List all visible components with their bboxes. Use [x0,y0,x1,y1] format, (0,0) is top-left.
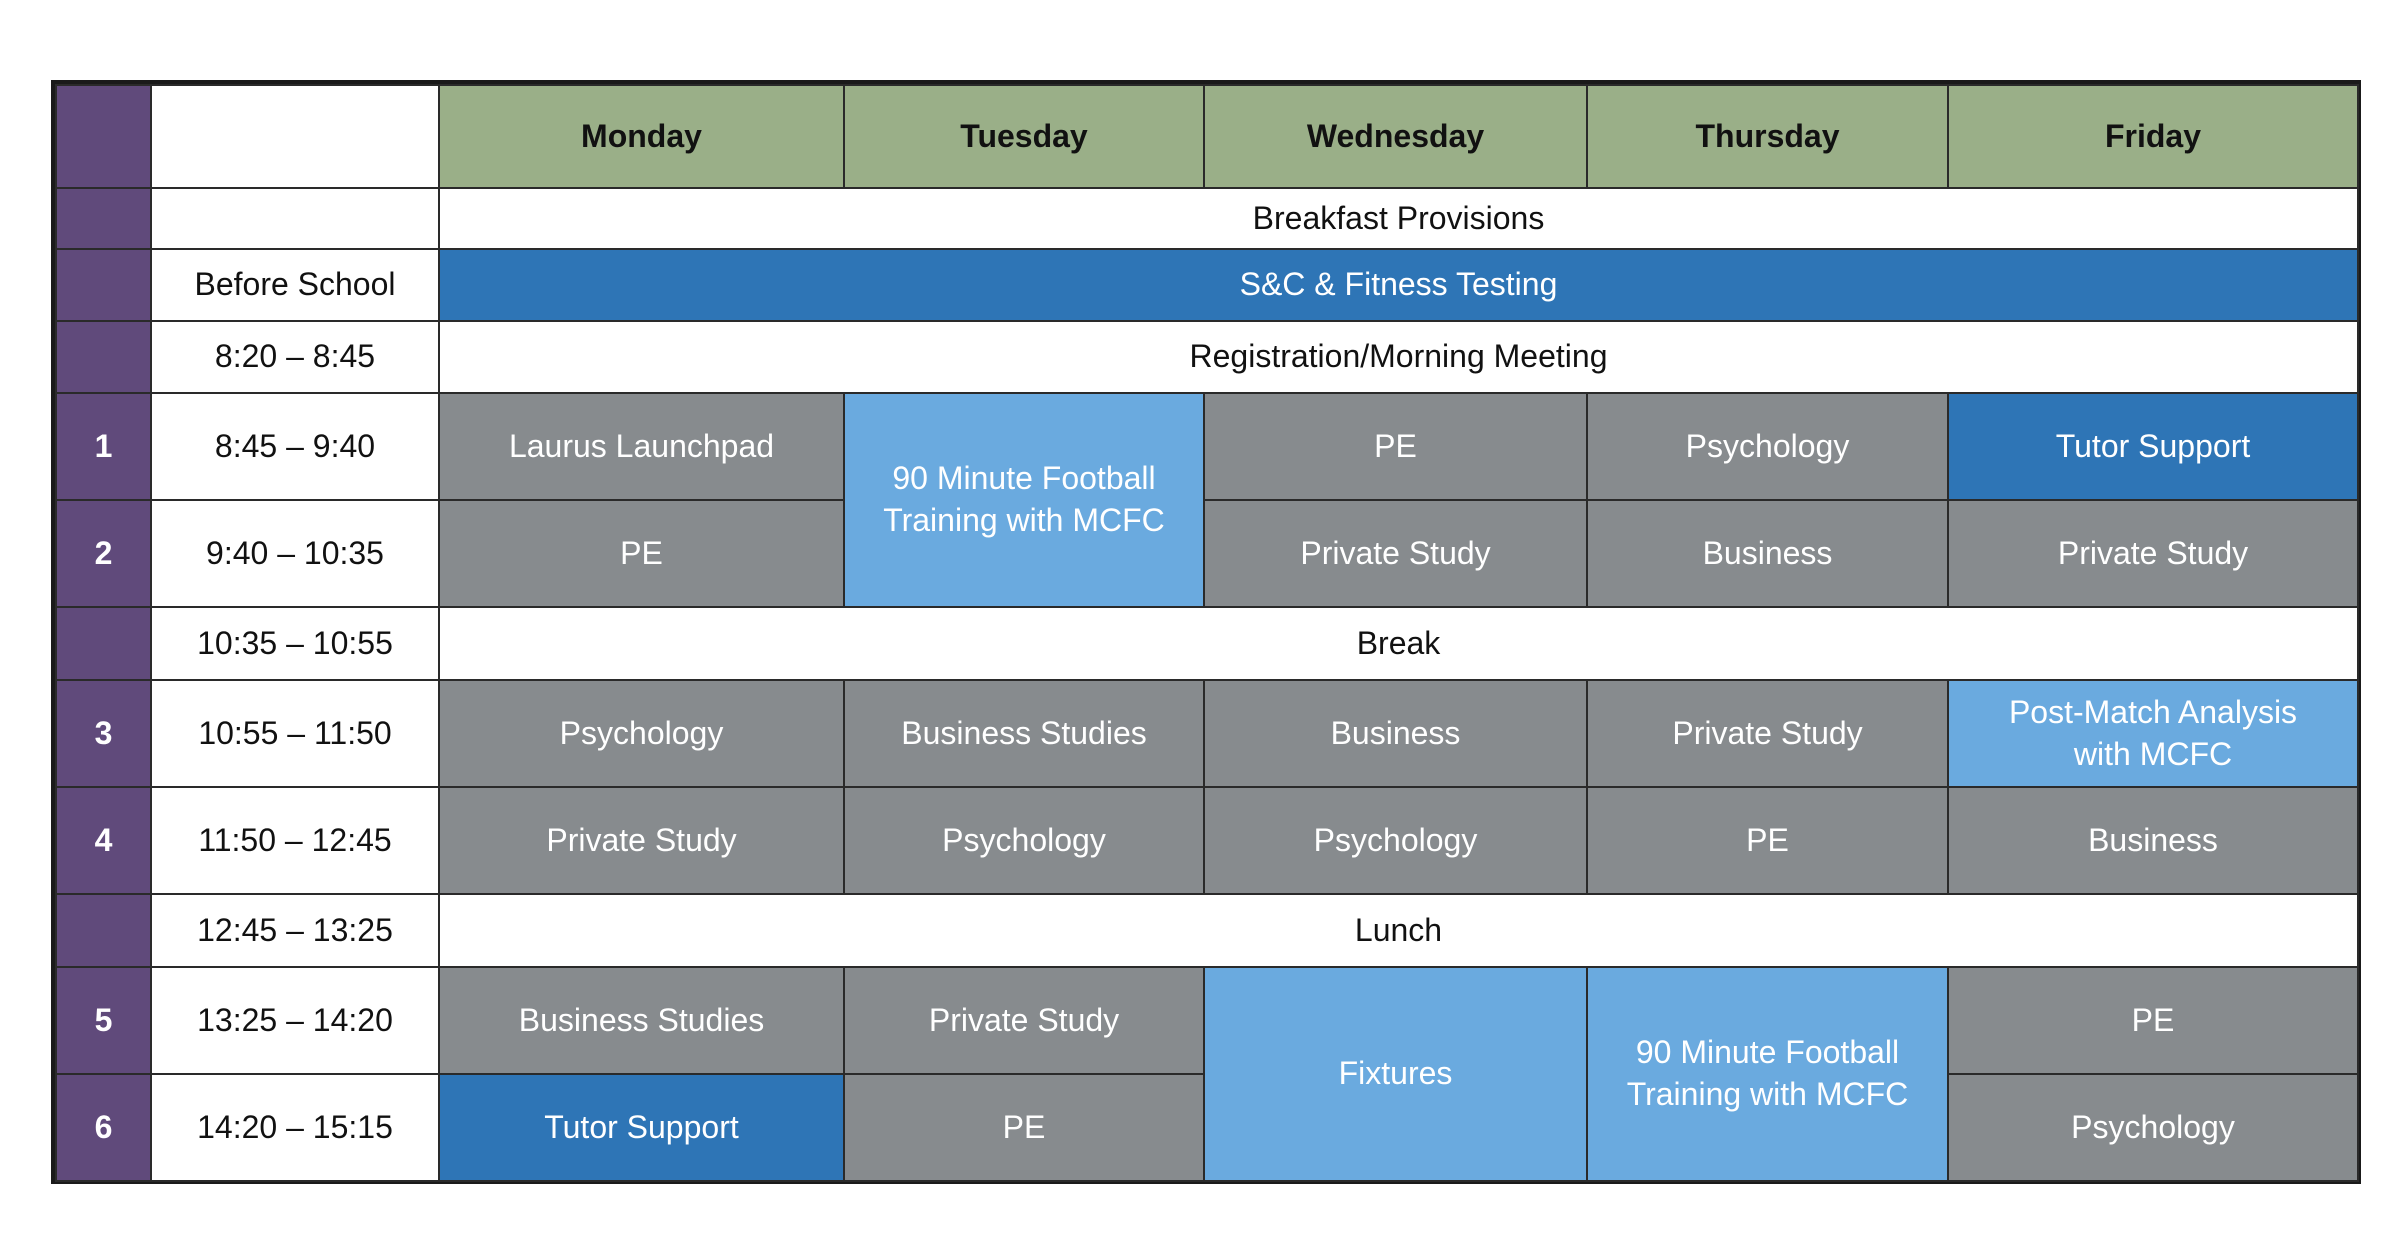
period-number-cell [56,249,151,321]
period-number: 1 [56,393,151,500]
before-school-row [56,249,2358,321]
lesson-cell: Business Studies [844,680,1204,787]
lesson-cell: Private Study [1948,500,2358,607]
time-cell: 9:40 – 10:35 [151,500,439,607]
lesson-cell: Business [1948,787,2358,894]
timetable-grid [55,84,2359,1182]
time-cell: 11:50 – 12:45 [151,787,439,894]
time-cell: 13:25 – 14:20 [151,967,439,1074]
period-row-5 [56,967,2358,1074]
period-number-cell [56,321,151,393]
lesson-cell: Psychology [439,680,844,787]
period-row-2 [56,500,2358,607]
period-number: 6 [56,1074,151,1181]
time-header-cell [151,85,439,188]
lesson-cell: Business Studies [439,967,844,1074]
header-row [56,85,2358,188]
period-row-4 [56,787,2358,894]
time-cell: 10:55 – 11:50 [151,680,439,787]
registration-row [56,321,2358,393]
time-cell: 8:45 – 9:40 [151,393,439,500]
time-cell: Before School [151,249,439,321]
break-banner: Break [439,607,2358,680]
period-number-cell [56,188,151,249]
lesson-cell: 90 Minute Football Training with MCFC [1587,967,1948,1181]
lesson-cell: Tutor Support [439,1074,844,1181]
period-number: 2 [56,500,151,607]
period-number: 4 [56,787,151,894]
lesson-cell: Psychology [1587,393,1948,500]
period-number: 5 [56,967,151,1074]
lesson-cell: Business [1204,680,1587,787]
lesson-cell: PE [1204,393,1587,500]
time-cell: 14:20 – 15:15 [151,1074,439,1181]
lesson-cell: Psychology [844,787,1204,894]
lesson-cell: Fixtures [1204,967,1587,1181]
lesson-cell: Laurus Launchpad [439,393,844,500]
timetable [51,80,2361,1184]
lesson-cell: PE [439,500,844,607]
day-header-friday: Friday [1948,85,2358,188]
period-number: 3 [56,680,151,787]
breakfast-row [56,188,2358,249]
lesson-cell: Private Study [844,967,1204,1074]
lesson-cell: PE [1587,787,1948,894]
period-row-3 [56,680,2358,787]
time-cell: 10:35 – 10:55 [151,607,439,680]
day-header-tuesday: Tuesday [844,85,1204,188]
lesson-cell: Private Study [1204,500,1587,607]
lesson-cell: PE [844,1074,1204,1181]
fitness-testing-banner: S&C & Fitness Testing [439,249,2358,321]
lesson-cell: Business [1587,500,1948,607]
day-header-monday: Monday [439,85,844,188]
day-header-wednesday: Wednesday [1204,85,1587,188]
lunch-row [56,894,2358,967]
lesson-cell: Private Study [439,787,844,894]
lunch-banner: Lunch [439,894,2358,967]
day-header-thursday: Thursday [1587,85,1948,188]
period-number-cell [56,85,151,188]
lesson-cell: Private Study [1587,680,1948,787]
break-row [56,607,2358,680]
time-cell [151,188,439,249]
breakfast-banner: Breakfast Provisions [439,188,2358,249]
period-number-cell [56,607,151,680]
registration-banner: Registration/Morning Meeting [439,321,2358,393]
lesson-cell: Post-Match Analysis with MCFC [1948,680,2358,787]
time-cell: 8:20 – 8:45 [151,321,439,393]
lesson-cell: Tutor Support [1948,393,2358,500]
lesson-cell: Psychology [1204,787,1587,894]
period-number-cell [56,894,151,967]
lesson-cell: 90 Minute Football Training with MCFC [844,393,1204,607]
lesson-cell: PE [1948,967,2358,1074]
period-row-1 [56,393,2358,500]
lesson-cell: Psychology [1948,1074,2358,1181]
time-cell: 12:45 – 13:25 [151,894,439,967]
